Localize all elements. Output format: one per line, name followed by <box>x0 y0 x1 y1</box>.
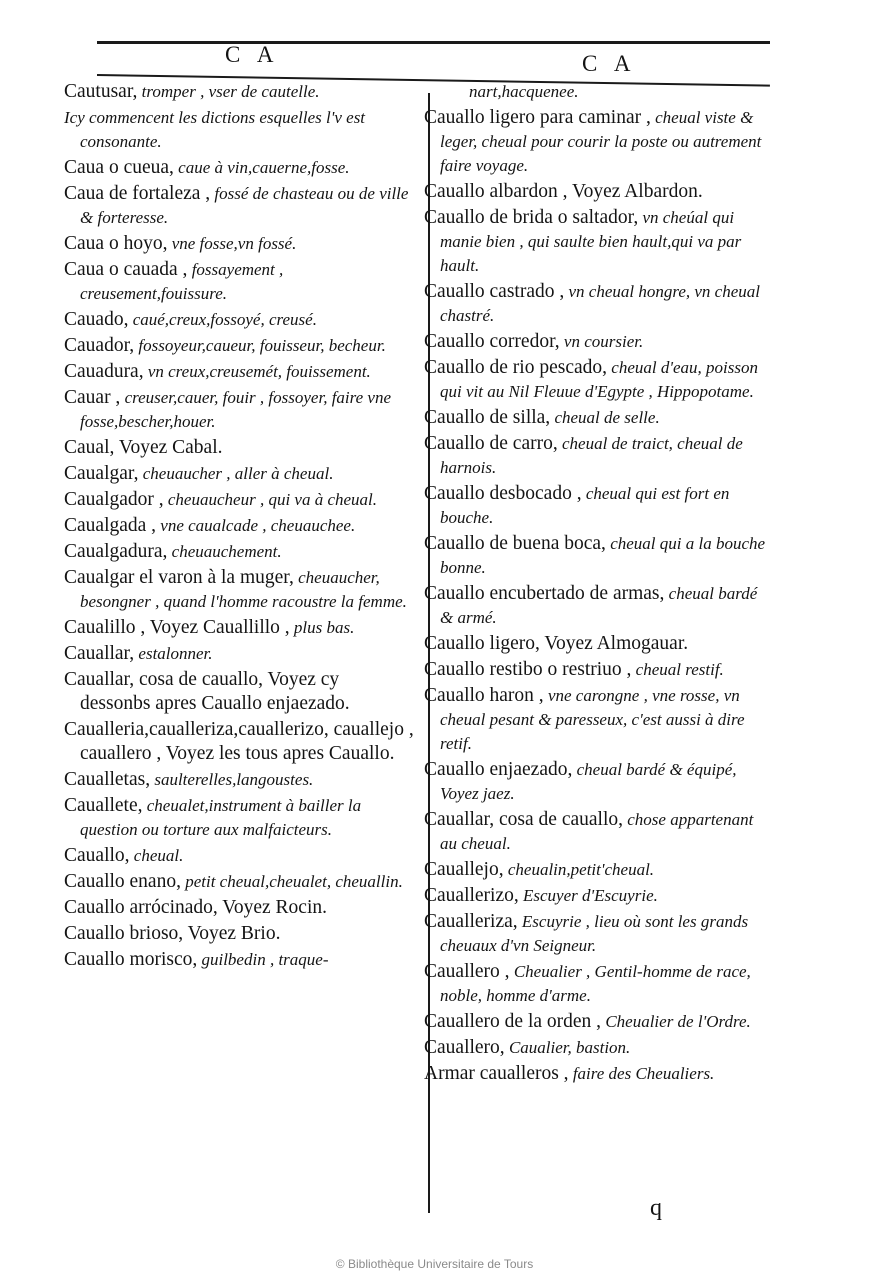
dictionary-entry <box>424 406 769 430</box>
entry-definition: vn cheúal qui manie bien , qui saulte bien hault,qui va par hault. <box>440 208 742 275</box>
dictionary-entry <box>64 360 414 384</box>
dictionary-entry <box>64 182 414 230</box>
entry-definition: vn cheual hongre, vn cheual chastré. <box>440 282 760 325</box>
entry-headword: Cauallo restibo o restriuo , <box>424 659 632 680</box>
entry-headword: Cauado, <box>64 309 129 330</box>
dictionary-entry <box>424 808 769 856</box>
entry-headword: Caual, Voyez Cabal. <box>64 437 223 458</box>
left-column <box>64 80 414 974</box>
entry-definition: cheual viste & leger, cheual pour courir la poste ou autrement faire voyage. <box>440 108 762 175</box>
entry-definition: petit cheual,cheualet, cheuallin. <box>180 872 403 891</box>
entry-headword: Caualgadura, <box>64 541 168 562</box>
entry-definition: vn creux,creusemét, fouissement. <box>143 362 371 381</box>
entry-definition: cheuauchement. <box>167 542 282 561</box>
entry-headword: Cauallo encubertado de armas, <box>424 583 665 604</box>
entry-definition: caue à vin,cauerne,fosse. <box>173 158 350 177</box>
entry-definition: faire des Cheualiers. <box>568 1064 715 1083</box>
entry-definition: vne caualcade , cheuauchee. <box>156 516 356 535</box>
dictionary-entry <box>424 280 769 328</box>
entry-definition: cheual. <box>129 846 184 865</box>
entry-definition: cheual qui a la bouche bonne. <box>440 534 766 577</box>
entry-definition: saulterelles,langoustes. <box>150 770 314 789</box>
entry-definition: creuser,cauer, fouir , fossoyer, faire vne fosse,bescher,houer. <box>80 388 392 431</box>
dictionary-entry <box>424 884 769 908</box>
entry-headword: Cauallo de brida o saltador, <box>424 207 639 228</box>
entry-headword: Cauallo albardon , Voyez Albardon. <box>424 181 703 202</box>
entry-headword: Cauallo corredor, <box>424 331 560 352</box>
entry-headword: Caua o cauada , <box>64 259 188 280</box>
entry-definition: vne carongne , vne rosse, vn cheual pesant & paresseux, c'est aussi à dire retif. <box>440 686 745 753</box>
entry-headword: Caualleriza, <box>424 911 518 932</box>
entry-headword: Caua de fortaleza , <box>64 183 211 204</box>
dictionary-entry <box>424 432 769 480</box>
entry-headword: Cauallejo, <box>424 859 504 880</box>
dictionary-entry <box>64 308 414 332</box>
dictionary-entry <box>64 768 414 792</box>
dictionary-entry <box>424 658 769 682</box>
entry-definition: chose appartenant au cheual. <box>440 810 754 853</box>
entry-headword: Caualgador , <box>64 489 164 510</box>
entry-headword: Cauallo de silla, <box>424 407 551 428</box>
entry-definition: cheual de traict, cheual de harnois. <box>440 434 743 477</box>
entry-headword: Caualleria,caualleriza,cauallerizo, cauallejo , cauallero , Voyez les tous apres Cauallo. <box>64 719 414 764</box>
entry-definition: Icy commencent les dictions esquelles l'v est consonante. <box>64 108 366 151</box>
dictionary-entry <box>424 1062 769 1086</box>
entry-definition: cheualet,instrument à bailler la question ou torture aux malfaicteurs. <box>80 796 362 839</box>
entry-definition: fossé de chasteau ou de ville & forteresse. <box>80 184 409 227</box>
entry-definition: estalonner. <box>134 644 213 663</box>
entry-headword: Caualgar, <box>64 463 139 484</box>
entry-headword: Cauallar, <box>64 643 135 664</box>
dictionary-entry <box>64 334 414 358</box>
entry-definition: vne fosse,vn fossé. <box>167 234 297 253</box>
entry-headword: Cauallo brioso, Voyez Brio. <box>64 923 281 944</box>
dictionary-entry <box>64 436 414 460</box>
entry-definition: cheual de selle. <box>550 408 660 427</box>
entry-headword: Caualletas, <box>64 769 151 790</box>
dictionary-entry <box>64 896 414 920</box>
dictionary-entry <box>424 684 769 756</box>
dictionary-entry <box>64 922 414 946</box>
entry-headword: Cauallerizo, <box>424 885 519 906</box>
dictionary-entry <box>64 156 414 180</box>
running-head-right: C A <box>582 51 637 76</box>
dictionary-entry <box>64 794 414 842</box>
entry-headword: Cauallo de rio pescado, <box>424 357 608 378</box>
entry-headword: Caualgada , <box>64 515 157 536</box>
dictionary-entry <box>424 80 769 104</box>
entry-headword: Caualillo , Voyez Cauallillo , <box>64 617 290 638</box>
dictionary-entry <box>64 106 414 154</box>
dictionary-entry <box>64 668 414 716</box>
entry-headword: Cauallo haron , <box>424 685 544 706</box>
dictionary-entry <box>424 532 769 580</box>
entry-headword: Caua o hoyo, <box>64 233 168 254</box>
entry-headword: Cauallero, <box>424 1037 505 1058</box>
entry-definition: Cheualier de l'Ordre. <box>601 1012 751 1031</box>
entry-definition: fossayement , creusement,fouissure. <box>80 260 284 303</box>
entry-headword: Cauar , <box>64 387 121 408</box>
entry-definition: Cheualier , Gentil-homme de race, noble, homme d'arme. <box>440 962 751 1005</box>
dictionary-entry <box>424 1036 769 1060</box>
entry-headword: Cauallo castrado , <box>424 281 565 302</box>
entry-definition: cheuaucheur , qui va à cheual. <box>163 490 378 509</box>
entry-definition: Caualier, bastion. <box>504 1038 631 1057</box>
dictionary-entry <box>424 482 769 530</box>
dictionary-entry <box>64 566 414 614</box>
entry-headword: Cauallo ligero, Voyez Almogauar. <box>424 633 689 654</box>
dictionary-entry <box>64 488 414 512</box>
dictionary-entry <box>424 910 769 958</box>
dictionary-entry <box>64 258 414 306</box>
top-rule <box>97 41 770 44</box>
entry-definition: nart,hacquenee. <box>469 82 579 101</box>
entry-headword: Armar caualleros , <box>424 1063 569 1084</box>
dictionary-entry <box>424 1010 769 1034</box>
signature-mark: q <box>650 1195 662 1221</box>
entry-headword: Cauallo de buena boca, <box>424 533 606 554</box>
entry-headword: Cauallero de la orden , <box>424 1011 602 1032</box>
entry-headword: Cauallo morisco, <box>64 949 198 970</box>
entry-definition: Escuyrie , lieu où sont les grands cheuaux d'vn Seigneur. <box>440 912 749 955</box>
dictionary-entry <box>64 718 414 766</box>
entry-headword: Cauallo desbocado , <box>424 483 582 504</box>
entry-definition: vn coursier. <box>559 332 644 351</box>
entry-definition: cheuaucher , aller à cheual. <box>138 464 334 483</box>
entry-headword: Caua o cueua, <box>64 157 174 178</box>
dictionary-entry <box>64 616 414 640</box>
dictionary-entry <box>64 232 414 256</box>
dictionary-entry <box>64 870 414 894</box>
entry-definition: cheualin,petit'cheual. <box>503 860 655 879</box>
dictionary-entry <box>424 180 769 204</box>
entry-headword: Cauallero , <box>424 961 510 982</box>
dictionary-entry <box>424 960 769 1008</box>
entry-definition: cheuaucher, besongner , quand l'homme racoustre la femme. <box>80 568 407 611</box>
entry-definition: cheual bardé & équipé, Voyez jaez. <box>440 760 737 803</box>
dictionary-entry <box>424 582 769 630</box>
dictionary-entry <box>424 858 769 882</box>
dictionary-entry <box>64 462 414 486</box>
entry-headword: Cauallar, cosa de cauallo, <box>424 809 623 830</box>
running-head-left: C A <box>225 42 280 67</box>
entry-headword: Cauallo enano, <box>64 871 181 892</box>
dictionary-entry <box>424 106 769 178</box>
entry-headword: Cauallo arrócinado, Voyez Rocin. <box>64 897 328 918</box>
entry-headword: Cauallo de carro, <box>424 433 558 454</box>
entry-definition: cheual qui est fort en bouche. <box>440 484 730 527</box>
entry-definition: fossoyeur,caueur, fouisseur, becheur. <box>134 336 386 355</box>
library-credit: © Bibliothèque Universitaire de Tours <box>335 1257 534 1271</box>
dictionary-entry <box>64 948 414 972</box>
dictionary-entry <box>64 844 414 868</box>
dictionary-entry <box>424 632 769 656</box>
entry-definition: tromper , vser de cautelle. <box>137 82 320 101</box>
entry-definition: cheual d'eau, poisson qui vit au Nil Fleuue d'Egypte , Hippopotame. <box>440 358 758 401</box>
dictionary-entry <box>424 206 769 278</box>
entry-headword: Cauallete, <box>64 795 143 816</box>
entry-headword: Cauadura, <box>64 361 144 382</box>
entry-definition: caué,creux,fossoyé, creusé. <box>128 310 317 329</box>
entry-headword: Cauador, <box>64 335 135 356</box>
entry-headword: Caualgar el varon à la muger, <box>64 567 294 588</box>
dictionary-entry <box>424 758 769 806</box>
entry-definition: guilbedin , traque- <box>197 950 329 969</box>
entry-definition: plus bas. <box>289 618 355 637</box>
dictionary-entry <box>424 330 769 354</box>
dictionary-entry <box>64 642 414 666</box>
entry-definition: cheual restif. <box>631 660 724 679</box>
dictionary-entry <box>64 386 414 434</box>
entry-headword: Cautusar, <box>64 81 138 102</box>
entry-definition: Escuyer d'Escuyrie. <box>518 886 658 905</box>
dictionary-entry <box>64 540 414 564</box>
dictionary-entry <box>64 80 414 104</box>
dictionary-entry <box>424 356 769 404</box>
right-column <box>424 80 769 1088</box>
entry-headword: Cauallo ligero para caminar , <box>424 107 651 128</box>
entry-headword: Cauallo, <box>64 845 130 866</box>
dictionary-entry <box>64 514 414 538</box>
entry-definition: cheual bardé & armé. <box>440 584 758 627</box>
entry-headword: Cauallar, cosa de cauallo, Voyez cy dessonbs apres Cauallo enjaezado. <box>64 669 350 714</box>
entry-headword: Cauallo enjaezado, <box>424 759 573 780</box>
